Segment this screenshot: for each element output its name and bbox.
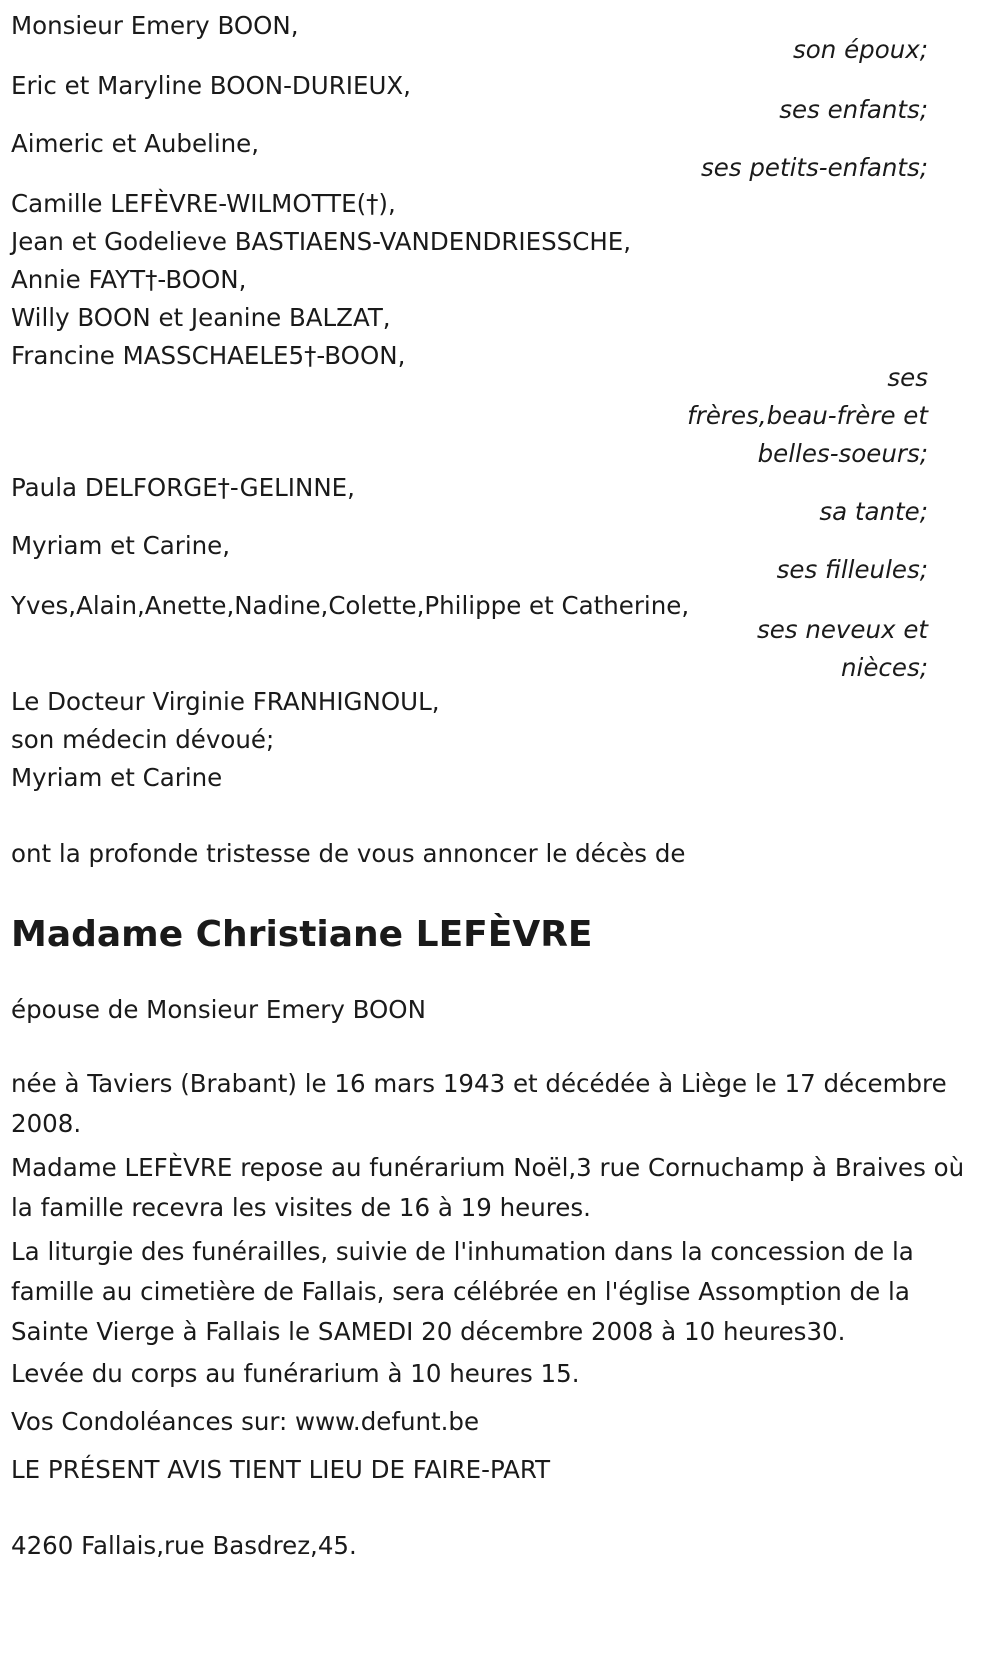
announcement-text: ont la profonde tristesse de vous annoncer le décès de: [11, 839, 686, 868]
liturgy-paragraph: La liturgie des funérailles, suivie de l'inhumation dans la concession de la famille au cimetière de Fallais, sera célébrée en l'église Assomption de la Sainte Vierge à Fallais le SAMEDI 20 décembre 2008 à 10 heures30.: [11, 1237, 914, 1346]
deceased-name: Madame Christiane LEFÈVRE: [11, 914, 593, 955]
family-name-spouse: Monsieur Emery BOON,: [11, 11, 299, 40]
nephews-role-line: ses neveux et: [756, 615, 928, 644]
notice-paragraph: LE PRÉSENT AVIS TIENT LIEU DE FAIRE-PART: [11, 1455, 551, 1484]
nephews-names: Yves,Alain,Anette,Nadine,Colette,Philippe et Catherine,: [11, 591, 690, 620]
goddaughters-role: ses filleules;: [776, 555, 928, 584]
sibling-name: Francine MASSCHAELE5†-BOON,: [11, 341, 406, 370]
family-name-grandchildren: Aimeric et Aubeline,: [11, 129, 260, 158]
sibling-name: Jean et Godelieve BASTIAENS-VANDENDRIESSCHE,: [11, 227, 632, 256]
nephews-role-line: nièces;: [841, 653, 928, 682]
sibling-name: Camille LEFÈVRE-WILMOTTE(†),: [11, 189, 396, 218]
siblings-role-line: ses: [887, 363, 928, 392]
aunt-role: sa tante;: [819, 497, 928, 526]
siblings-role-line: belles-soeurs;: [757, 439, 928, 468]
sibling-name: Willy BOON et Jeanine BALZAT,: [11, 303, 391, 332]
doctor-line: Myriam et Carine: [11, 763, 223, 792]
levee-paragraph: Levée du corps au funérarium à 10 heures 15.: [11, 1359, 580, 1388]
condolences-paragraph: Vos Condoléances sur: www.defunt.be: [11, 1407, 480, 1436]
family-name-children: Eric et Maryline BOON-DURIEUX,: [11, 71, 411, 100]
family-role-grandchildren: ses petits-enfants;: [700, 153, 928, 182]
family-role-spouse: son époux;: [793, 35, 928, 64]
doctor-line: Le Docteur Virginie FRANHIGNOUL,: [11, 687, 440, 716]
sibling-name: Annie FAYT†-BOON,: [11, 265, 247, 294]
funerarium-paragraph: Madame LEFÈVRE repose au funérarium Noël,3 rue Cornuchamp à Braives où la famille recevra les visites de 16 à 19 heures.: [11, 1153, 965, 1222]
spouse-line: épouse de Monsieur Emery BOON: [11, 995, 426, 1024]
aunt-name: Paula DELFORGE†-GELINNE,: [11, 473, 355, 502]
family-role-children: ses enfants;: [779, 95, 928, 124]
doctor-line: son médecin dévoué;: [11, 725, 275, 754]
address: 4260 Fallais,rue Basdrez,45.: [11, 1531, 357, 1560]
goddaughters-name: Myriam et Carine,: [11, 531, 231, 560]
birth-death-paragraph: née à Taviers (Brabant) le 16 mars 1943 et décédée à Liège le 17 décembre 2008.: [11, 1069, 947, 1138]
siblings-role-line: frères,beau-frère et: [687, 401, 928, 430]
